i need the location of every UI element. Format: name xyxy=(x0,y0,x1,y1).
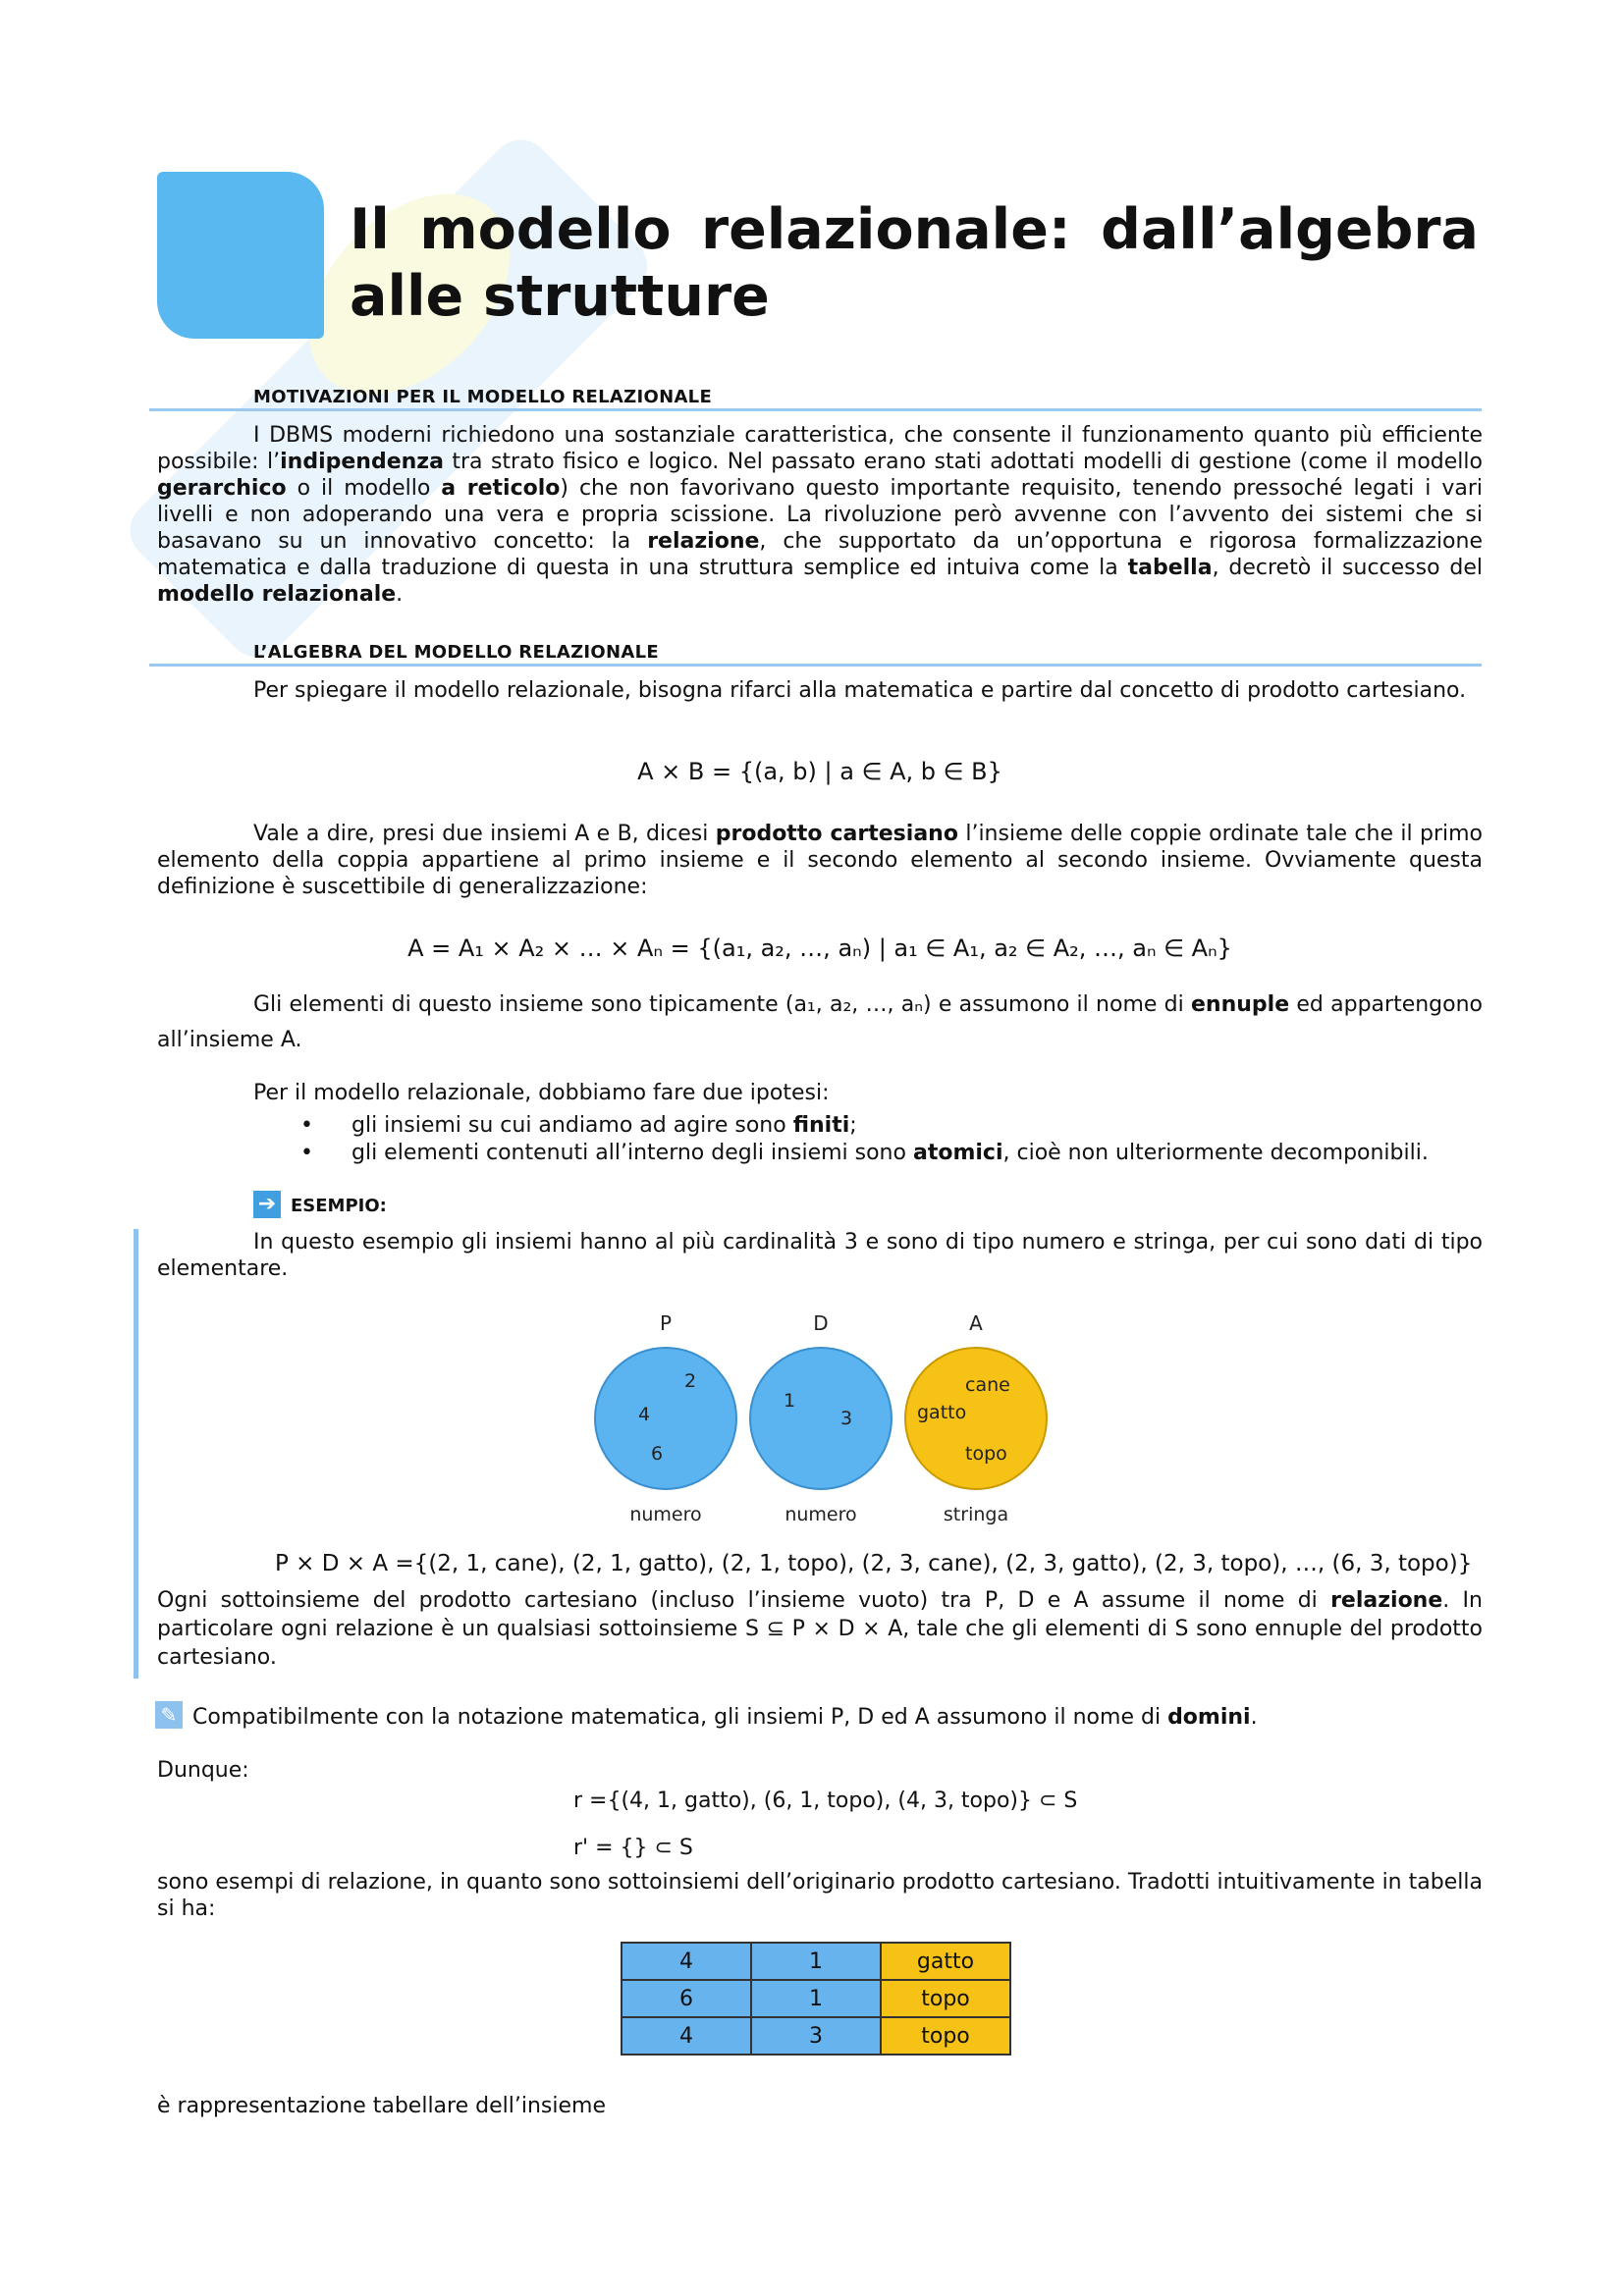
section-heading-algebra: L’ALGEBRA DEL MODELLO RELAZIONALE xyxy=(253,642,659,663)
set-circle-d xyxy=(750,1348,892,1489)
set-element: 4 xyxy=(638,1404,651,1425)
formula-cartesian-product: A × B = {(a, b) | a ∈ A, b ∈ B} xyxy=(637,758,1002,785)
table-row xyxy=(622,1943,1010,1980)
paragraph-ennuple: Gli elementi di questo insieme sono tipicamente (a₁, a₂, …, aₙ) e assumono il nome di ennuple ed appartengono all’insieme A. xyxy=(157,992,1484,1052)
set-element: 3 xyxy=(840,1408,853,1429)
label-dunque: Dunque: xyxy=(157,1758,249,1783)
table-cell: 4 xyxy=(622,1943,751,1980)
page-title: Il modello relazionale: dall’algebra alle strutture xyxy=(350,197,1479,329)
sets-diagram xyxy=(569,1301,1080,1526)
table-cell: 4 xyxy=(622,2017,751,2055)
table-row xyxy=(622,2017,1010,2055)
table-cell: 1 xyxy=(751,1943,881,1980)
set-element: topo xyxy=(965,1443,1007,1465)
table-row xyxy=(622,1980,1010,2017)
formula-generalized-product: A = A₁ × A₂ × … × Aₙ = {(a₁, a₂, …, aₙ) | a₁ ∈ A₁, a₂ ∈ A₂, …, aₙ ∈ Aₙ} xyxy=(407,934,1232,962)
list-item: • gli elementi contenuti all’interno degli insiemi sono atomici, cioè non ulteriormente decomponibili. xyxy=(253,1140,1481,1167)
set-element: 2 xyxy=(684,1370,697,1392)
set-element: gatto xyxy=(917,1402,967,1423)
formula-relation-r-prime: r' = {} ⊂ S xyxy=(573,1836,693,1860)
paragraph-relazione: Ogni sottoinsieme del prodotto cartesiano (incluso l’insieme vuoto) tra P, D e A assume il nome di relazione. In particolare ogni relazione è un qualsiasi sottoinsieme S ⊆ P × D × A, tale che gli elementi di S sono ennuple del prodotto cartesiano. xyxy=(157,1588,1483,1670)
section-heading-motivazioni: MOTIVAZIONI PER IL MODELLO RELAZIONALE xyxy=(253,387,713,407)
table-cell: 6 xyxy=(622,1980,751,2017)
set-element: 6 xyxy=(651,1443,664,1465)
title-accent-block xyxy=(157,172,324,339)
set-element: cane xyxy=(965,1374,1010,1396)
set-circle-p xyxy=(595,1348,736,1489)
example-side-bar xyxy=(134,1229,138,1679)
paragraph-intro: Per spiegare il modello relazionale, bisogna rifarci alla matematica e partire dal concetto di prodotto cartesiano. xyxy=(253,678,1467,703)
paragraph-definition: Vale a dire, presi due insiemi A e B, dicesi prodotto cartesiano l’insieme delle coppie ordinate tale che il primo elemento della coppia appartiene al primo insieme e il secondo elemento al secondo insieme. Ovviamente questa definizione è suscettibile di generalizzazione: xyxy=(157,822,1484,899)
example-label: ESEMPIO: xyxy=(291,1196,387,1216)
set-name-p: P xyxy=(659,1311,673,1335)
section-divider xyxy=(149,408,1482,411)
set-type-p: numero xyxy=(629,1504,702,1525)
paragraph-hypotheses: Per il modello relazionale, dobbiamo fare due ipotesi: xyxy=(253,1081,830,1105)
formula-relation-r: r ={(4, 1, gatto), (6, 1, topo), (4, 3, topo)} ⊂ S xyxy=(573,1789,1078,1813)
set-type-a: stringa xyxy=(943,1504,1009,1525)
relation-table xyxy=(621,1942,1011,2056)
table-cell: 3 xyxy=(751,2017,881,2055)
watermark-logo xyxy=(29,39,776,785)
arrow-right-icon: ➔ xyxy=(253,1191,281,1218)
hypotheses-list xyxy=(253,1112,1481,1167)
paragraph-tabellare: è rappresentazione tabellare dell’insieme xyxy=(157,2094,606,2118)
table-cell: topo xyxy=(881,2017,1010,2055)
table-cell: 1 xyxy=(751,1980,881,2017)
set-name-a: A xyxy=(969,1311,983,1335)
table-cell: gatto xyxy=(881,1943,1010,1980)
set-element: 1 xyxy=(784,1390,796,1412)
paragraph-example: In questo esempio gli insiemi hanno al più cardinalità 3 e sono di tipo numero e stringa, per cui sono dati di tipo elementare. xyxy=(157,1230,1483,1281)
section-divider xyxy=(149,664,1482,667)
table-cell: topo xyxy=(881,1980,1010,2017)
paragraph-examples-tabella: sono esempi di relazione, in quanto sono sottoinsiemi dell’originario prodotto cartesiano. Tradotti intuitivamente in tabella si ha: xyxy=(157,1870,1483,1921)
note-icon: ✎ xyxy=(155,1701,183,1729)
list-item: • gli insiemi su cui andiamo ad agire sono finiti; xyxy=(253,1112,1481,1140)
formula-product-pda: P × D × A ={(2, 1, cane), (2, 1, gatto), (2, 1, topo), (2, 3, cane), (2, 3, gatto), (2, 3, topo), …, (6, 3, topo)} xyxy=(275,1551,1473,1576)
paragraph-motivazioni: I DBMS moderni richiedono una sostanziale caratteristica, che consente il funzionamento quanto più efficiente possibile: l’indipendenza tra strato fisico e logico. Nel passato erano stati adottati modelli di gestione (come il modello gerarchico o il modello a reticolo) che non favorivano questo importante requisito, tenendo pressoché legati i vari livelli e non adoperando una vera e propria scissione. La rivoluzione però avvenne con l’avvento dei sistemi che si basavano su un innovativo concetto: la relazione, che supportato da un’opportuna e rigorosa formalizzazione matematica e dalla traduzione di questa in una struttura semplice ed intuiva come la tabella, decretò il successo del modello relazionale. xyxy=(157,423,1483,607)
set-name-d: D xyxy=(813,1311,829,1335)
set-type-d: numero xyxy=(784,1504,857,1525)
paragraph-domini: Compatibilmente con la notazione matematica, gli insiemi P, D ed A assumono il nome di domini. xyxy=(192,1705,1258,1730)
